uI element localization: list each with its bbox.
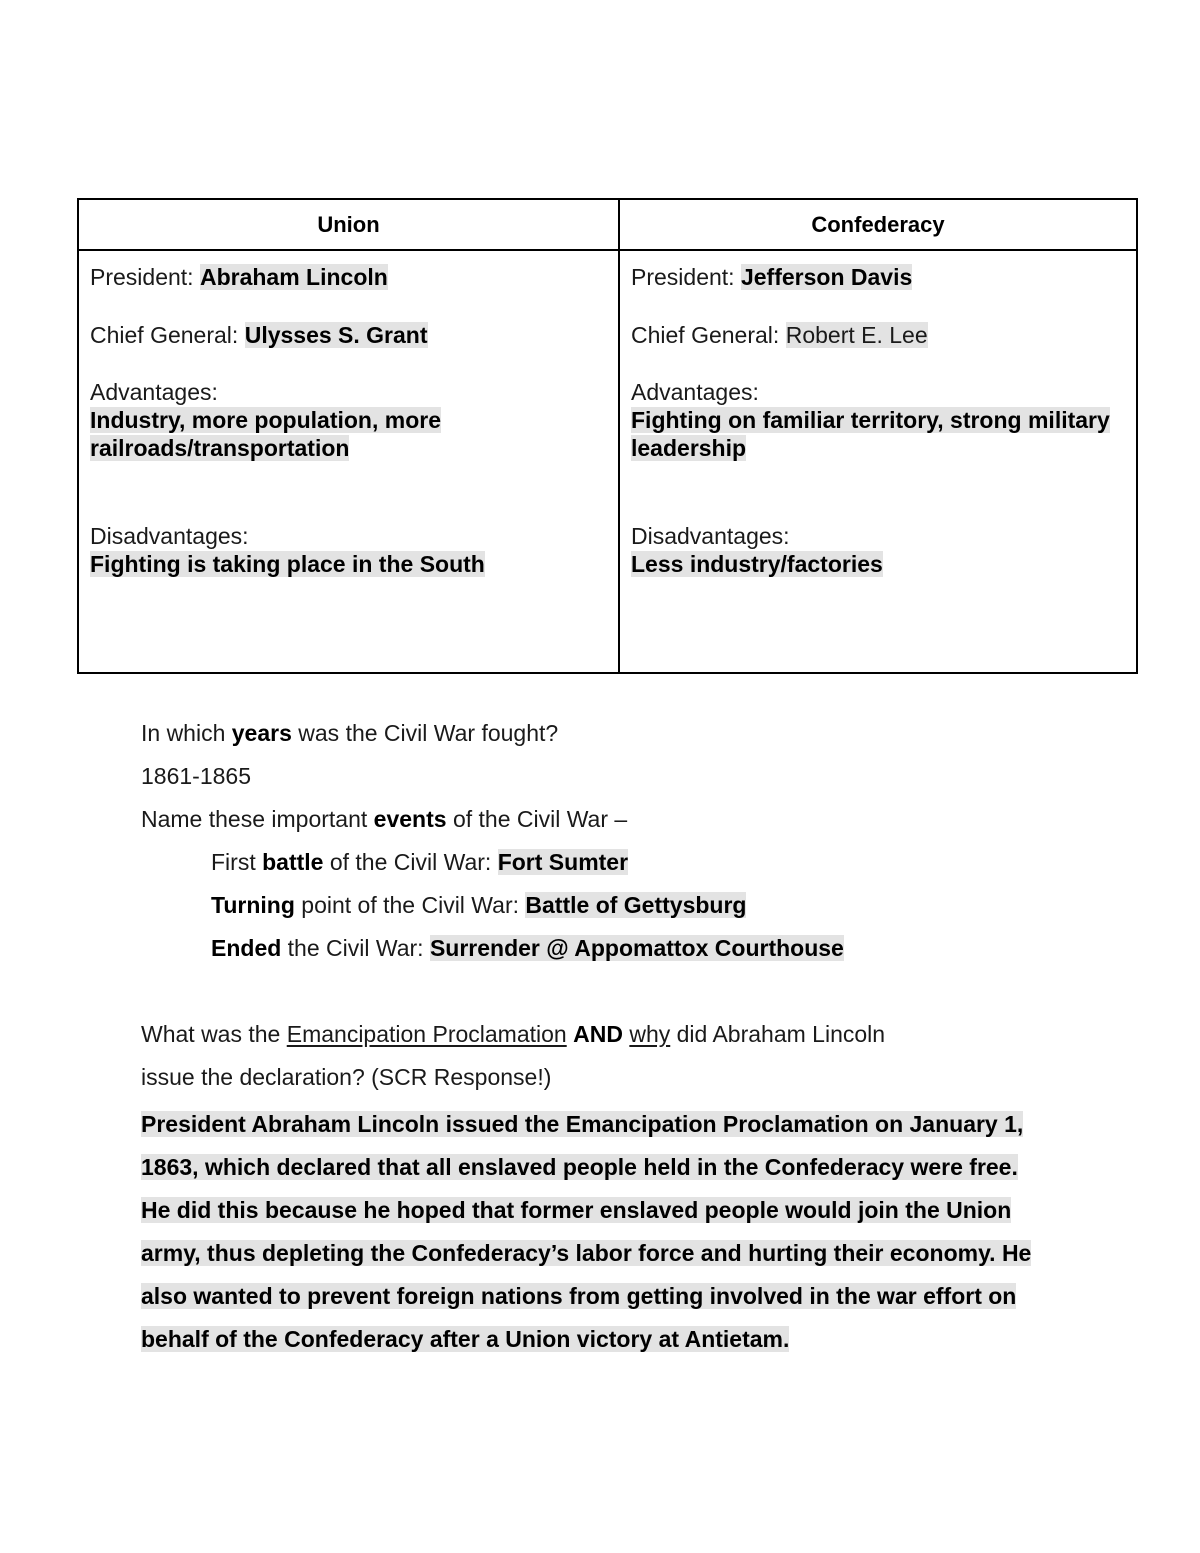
event-first-battle xyxy=(211,846,628,878)
event-turning-point xyxy=(211,889,746,921)
confed-general: Robert E. Lee xyxy=(785,322,928,348)
event-ended xyxy=(211,932,844,964)
text: the Civil War: xyxy=(287,935,424,961)
label: President: xyxy=(90,264,194,290)
confed-advantages: Fighting on familiar territory, strong military leadership xyxy=(631,407,1110,461)
confederacy-header: Confederacy xyxy=(620,200,1136,251)
text: What was the xyxy=(141,1021,281,1047)
union-advantages: Industry, more population, more railroads/transportation xyxy=(90,407,441,461)
question-events xyxy=(141,803,627,835)
question-emancipation xyxy=(141,1018,885,1050)
answer: Surrender @ Appomattox Courthouse xyxy=(429,935,844,961)
text: was the Civil War fought? xyxy=(298,720,559,746)
text: First xyxy=(211,849,256,875)
union-general-line xyxy=(90,321,428,349)
text: did Abraham Lincoln xyxy=(676,1021,886,1047)
union-disadvantages: Fighting is taking place in the South xyxy=(90,551,485,577)
confed-president-line xyxy=(631,263,912,291)
text: Emancipation Proclamation xyxy=(286,1021,567,1047)
text: Ended xyxy=(211,935,282,961)
union-general: Ulysses S. Grant xyxy=(244,322,428,348)
label: President: xyxy=(631,264,735,290)
emancipation-answer xyxy=(141,1103,1051,1361)
answer: Fort Sumter xyxy=(497,849,629,875)
confed-advantages-line xyxy=(631,406,1111,462)
confed-advantages-label: Advantages: xyxy=(631,379,759,405)
union-president-line xyxy=(90,263,388,291)
comparison-table xyxy=(77,198,1138,674)
question-emancipation-line2: issue the declaration? (SCR Response!) xyxy=(141,1064,552,1090)
text: AND xyxy=(573,1021,623,1047)
union-header: Union xyxy=(79,200,620,251)
union-advantages-label: Advantages: xyxy=(90,379,218,405)
confed-president: Jefferson Davis xyxy=(740,264,913,290)
union-cell xyxy=(79,251,620,672)
question-years xyxy=(141,717,558,749)
confed-disadvantages: Less industry/factories xyxy=(631,551,883,577)
text: events xyxy=(373,806,447,832)
text: why xyxy=(629,1021,671,1047)
text: Turning xyxy=(211,892,295,918)
union-disadvantages-label: Disadvantages: xyxy=(90,523,249,549)
text: In which xyxy=(141,720,226,746)
confederacy-cell xyxy=(620,251,1136,672)
label: Chief General: xyxy=(90,322,239,348)
text: of the Civil War – xyxy=(452,806,628,832)
text: battle xyxy=(262,849,324,875)
union-president: Abraham Lincoln xyxy=(199,264,388,290)
text: Name these important xyxy=(141,806,368,832)
union-disadvantages-line xyxy=(90,550,485,578)
text: point of the Civil War: xyxy=(301,892,520,918)
confed-general-line xyxy=(631,321,928,349)
confed-disadvantages-label: Disadvantages: xyxy=(631,523,790,549)
confed-disadvantages-line xyxy=(631,550,883,578)
text: of the Civil War: xyxy=(329,849,492,875)
label: Chief General: xyxy=(631,322,780,348)
answer: Battle of Gettysburg xyxy=(525,892,747,918)
union-advantages-line xyxy=(90,406,570,462)
text: years xyxy=(231,720,292,746)
answer-text: President Abraham Lincoln issued the Emancipation Proclamation on January 1, 1863, which declared that all enslaved people held in the Confederacy were free. He did this because he hoped that former enslaved people would join the Union army, thus depleting the Confederacy’s labor force and hurting their economy. He also wanted to prevent foreign nations from getting involved in the war effort on behalf of the Confederacy after a Union victory at Antietam. xyxy=(141,1111,1032,1352)
answer-years: 1861-1865 xyxy=(141,763,251,789)
